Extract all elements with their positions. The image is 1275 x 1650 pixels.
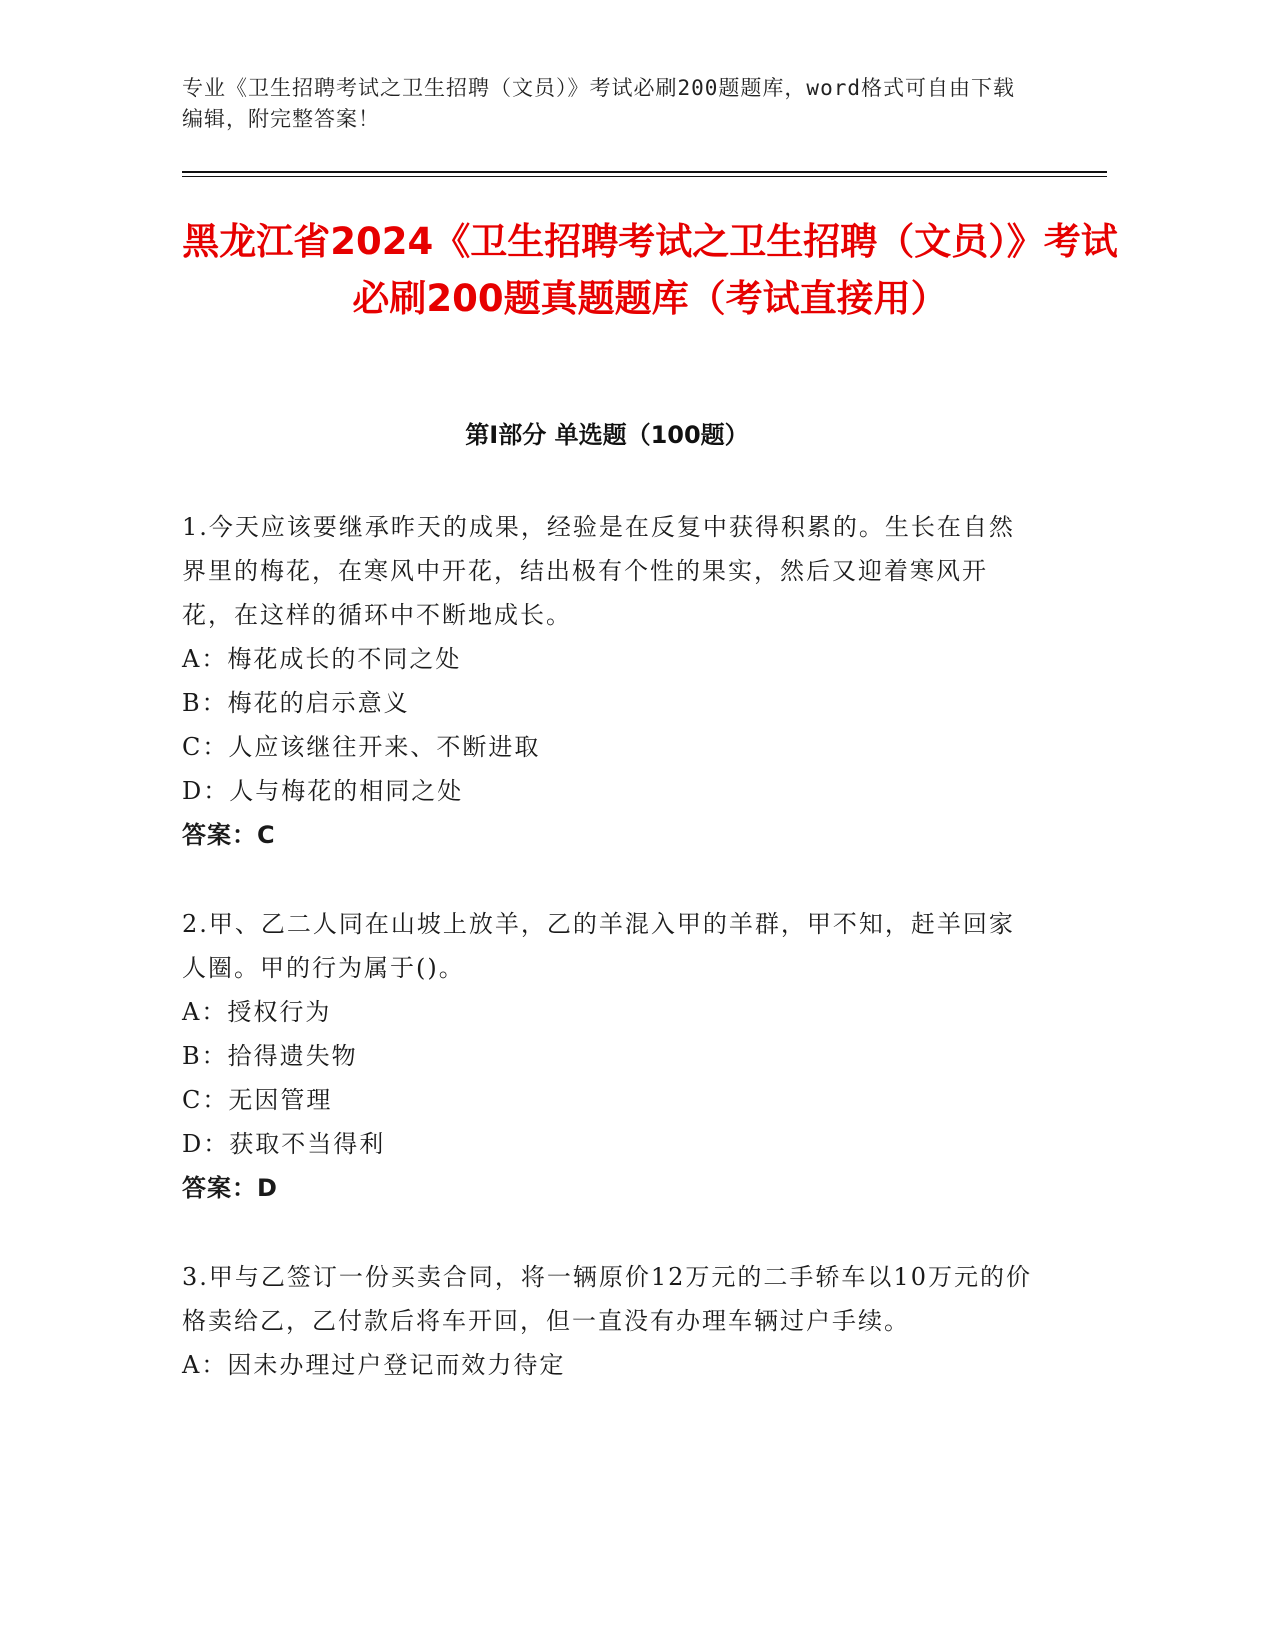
option-d: D：获取不当得利 <box>182 1130 386 1158</box>
option-d: D：人与梅花的相同之处 <box>182 777 464 805</box>
question-1 <box>182 505 1032 857</box>
option-a: A：梅花成长的不同之处 <box>182 645 462 673</box>
header-divider <box>182 171 1107 173</box>
question-stem: 1.今天应该要继承昨天的成果，经验是在反复中获得积累的。生长在自然界里的梅花，在寒风中开花，结出极有个性的果实，然后又迎着寒风开花，在这样的循环中不断地成长。 <box>182 513 1015 629</box>
option-b: B：梅花的启示意义 <box>182 689 410 717</box>
option-b: B：拾得遗失物 <box>182 1042 358 1070</box>
question-2 <box>182 902 1032 1210</box>
section-heading: 第I部分 单选题（100题） <box>465 421 749 449</box>
header-note: 专业《卫生招聘考试之卫生招聘（文员）》考试必刷200题题库，word格式可自由下载编辑，附完整答案！ <box>182 76 1015 131</box>
question-list <box>182 505 1032 1432</box>
document-title: 黑龙江省2024《卫生招聘考试之卫生招聘（文员）》考试必刷200题真题题库（考试直接用） <box>182 220 1118 320</box>
question-stem: 3.甲与乙签订一份买卖合同，将一辆原价12万元的二手轿车以10万元的价格卖给乙，乙付款后将车开回，但一直没有办理车辆过户手续。 <box>182 1263 1032 1335</box>
answer: 答案：D <box>182 1174 278 1202</box>
question-3 <box>182 1255 1032 1387</box>
option-c: C：无因管理 <box>182 1086 333 1114</box>
option-c: C：人应该继往开来、不断进取 <box>182 733 541 761</box>
option-a: A：授权行为 <box>182 998 332 1026</box>
question-stem: 2.甲、乙二人同在山坡上放羊，乙的羊混入甲的羊群，甲不知，赶羊回家人圈。甲的行为属于()。 <box>182 910 1015 982</box>
header-divider-thin <box>182 176 1107 177</box>
option-a: A：因未办理过户登记而效力待定 <box>182 1351 566 1379</box>
answer: 答案：C <box>182 821 276 849</box>
